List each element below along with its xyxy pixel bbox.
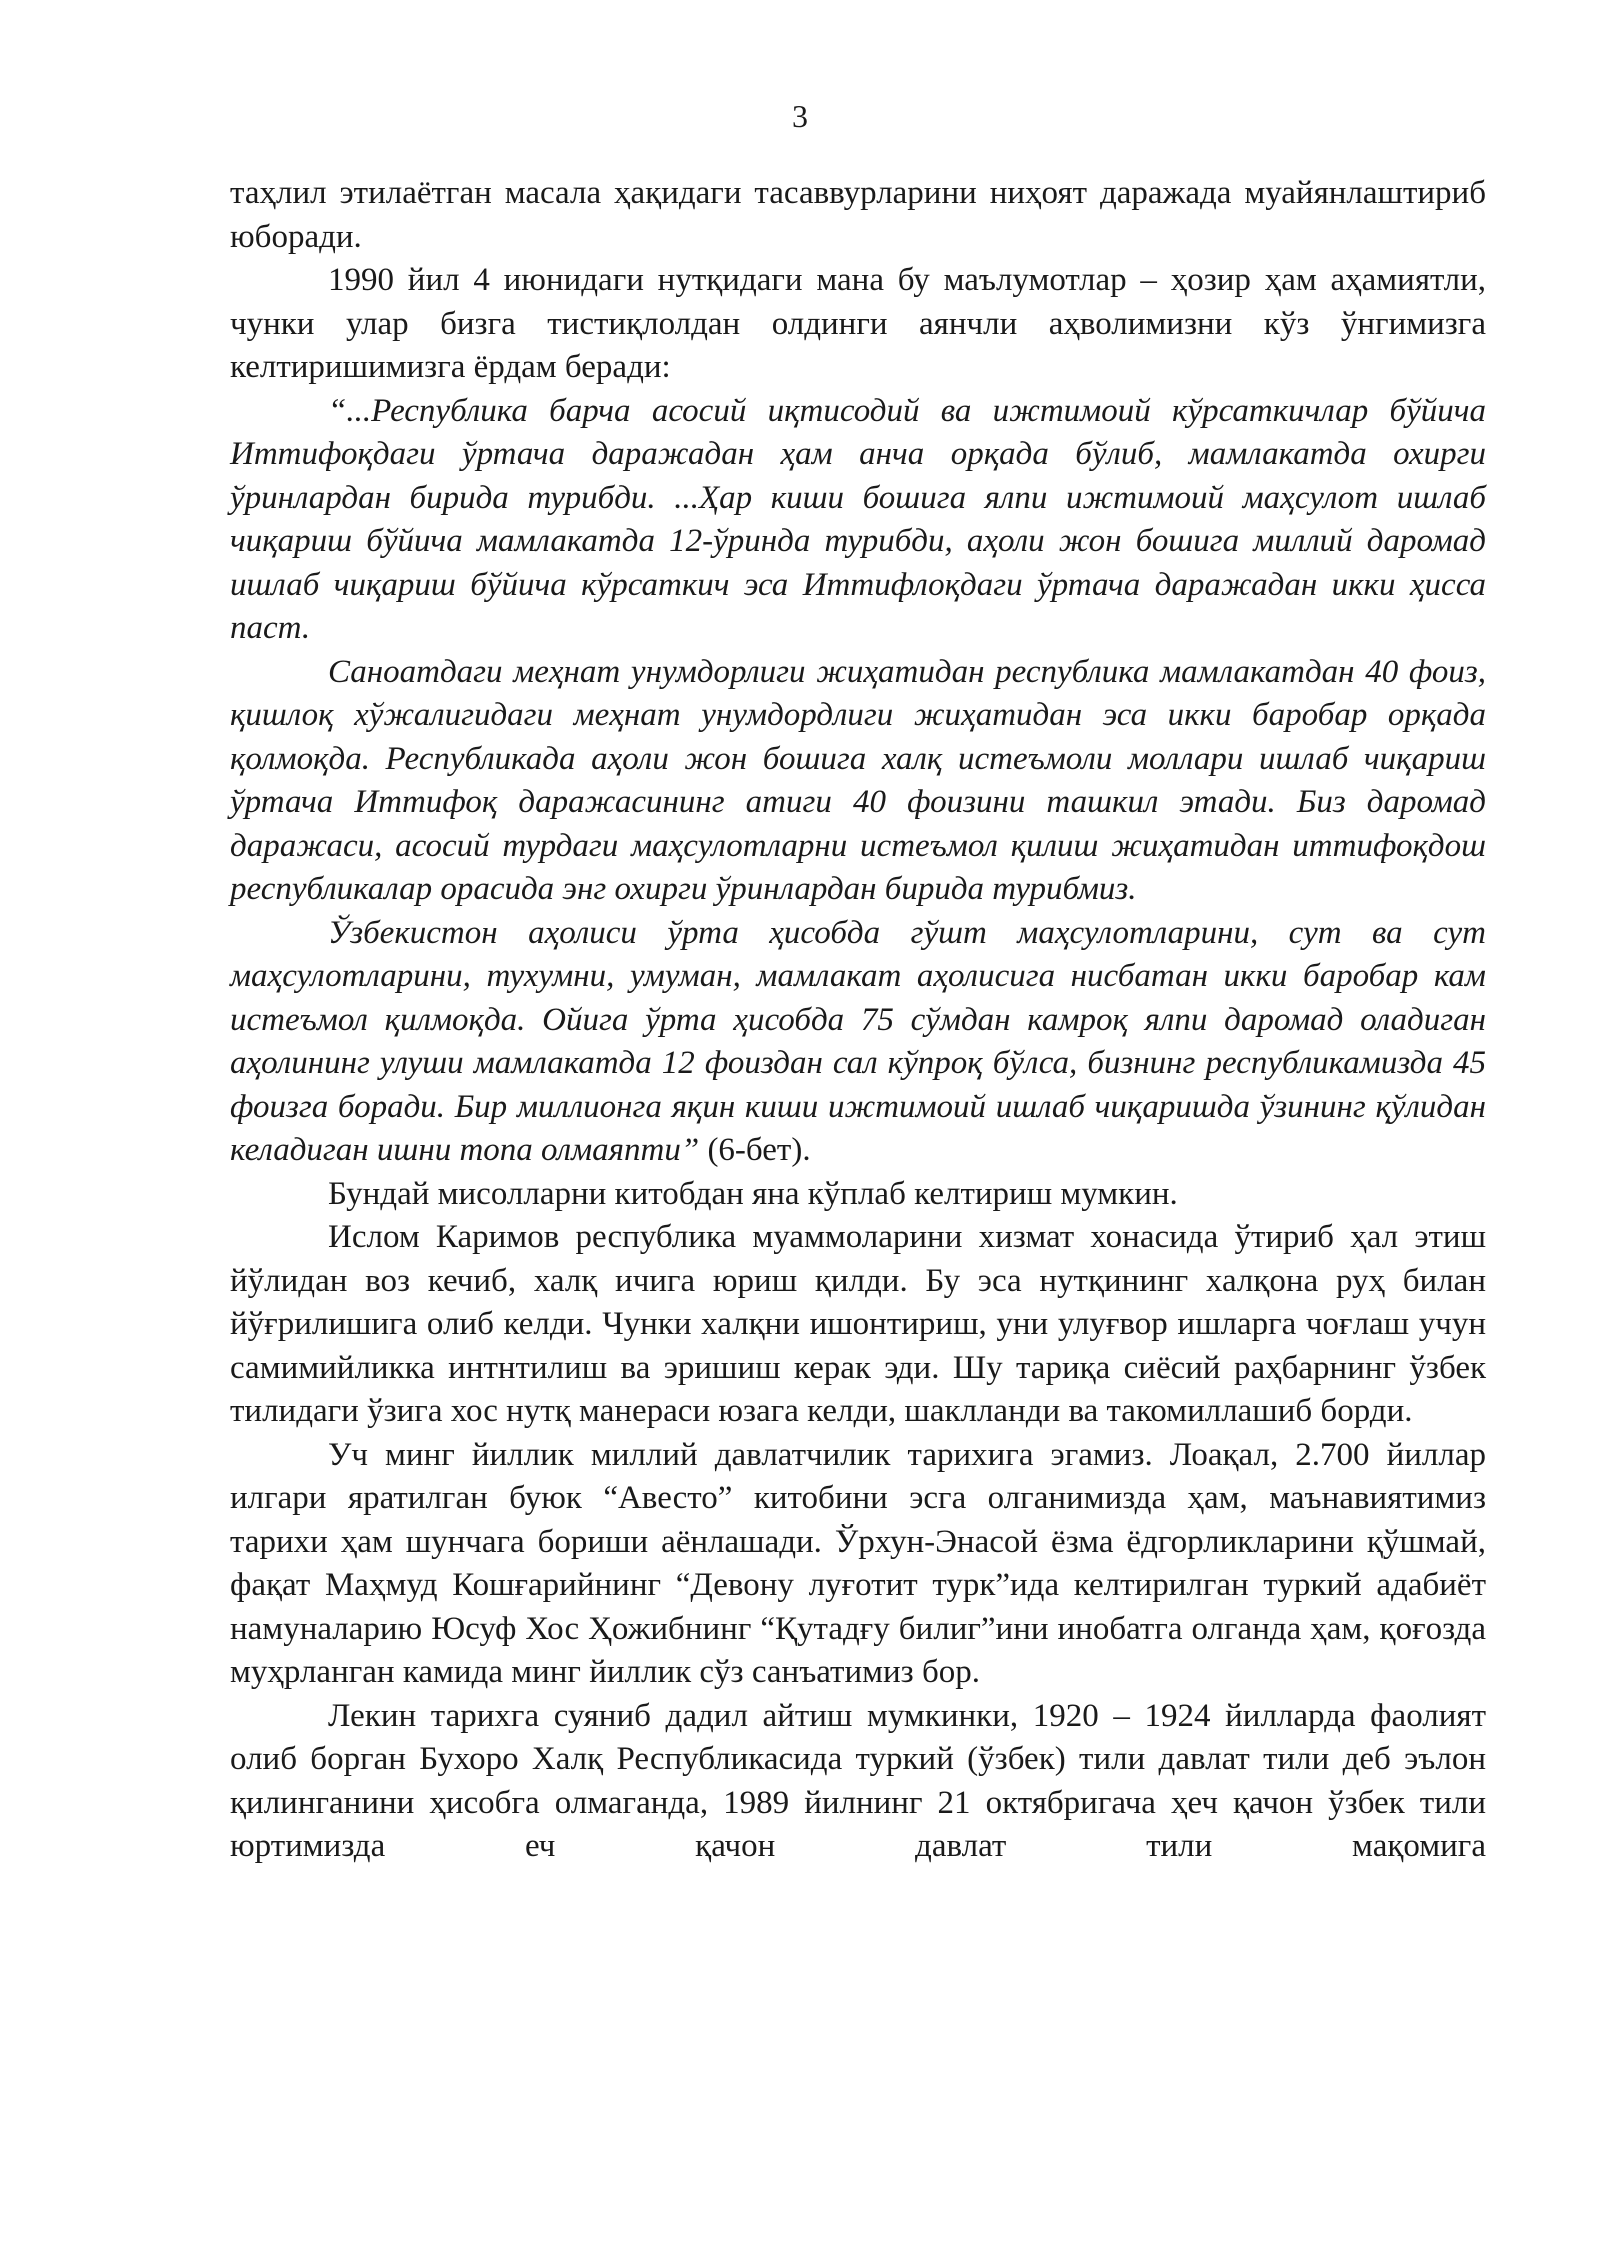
page-reference: (6-бет). xyxy=(699,1132,811,1168)
page-number: 3 xyxy=(792,98,808,134)
paragraph-history: Уч минг йиллик миллий давлатчилик тарихига эгамиз. Лоақал, 2.700 йиллар илгари яратилган буюк “Авесто” китобини эсга олганимизда ҳам, маънавиятимиз тарихи ҳам шунчага бориши аёнлашади. Ўрхун-Энасой ёзма ёдгорликларини қўшмай, фақат Маҳмуд Кошғарийнинг “Девону луғотит турк”ида келтирилган туркий адабиёт намуналарию Юсуф Хос Ҳожибнинг “Қутадғу билиг”ини инобатга олганда ҳам, қоғозда муҳрланган камида минг йиллик сўз санъатимиз бор. xyxy=(230,1436,1486,1690)
paragraph-continuation: таҳлил этилаётган масала ҳақидаги тасаввурларини ниҳоят даражада муайянлаштириб юборади. xyxy=(230,175,1486,255)
quote-paragraph-1: “...Республика барча асосий иқтисодий ва ижтимоий кўрсаткичлар бўйича Иттифоқдаги ўртача даражадан ҳам анча орқада бўлиб, мамлакатда охирги ўринлардан бирида турибди. ...Ҳар киши бошига ялпи ижтимоий маҳсулот ишлаб чиқариш бўйича мамлакатда 12-ўринда турибди, аҳоли жон бошига миллий даромад ишлаб чиқариш бўйича кўрсаткич эса Иттифлоқдаги ўртача даражадан икки ҳисса паст. xyxy=(230,392,1486,646)
paragraph-state-language: Лекин тарихга суяниб дадил айтиш мумкинки, 1920 – 1924 йилларда фаолият олиб борган Бухоро Халқ Республикасида туркий (ўзбек) тили давлат тили деб эълон қилинганини ҳисобга олмаганда, 1989 йилнинг 21 октябригача ҳеч қачон ўзбек тили юртимизда еч қачон давлат тили мақомига xyxy=(230,1697,1486,1864)
paragraph-karimov: Ислом Каримов республика муаммоларини хизмат хонасида ўтириб ҳал этиш йўлидан воз кечиб, халқ ичига юриш қилди. Бу эса нутқининг халқона руҳ билан йўғрилишига олиб келди. Чунки халқни ишонтириш, уни улуғвор ишларга чоғлаш учун самимийликка интнтилиш ва эришиш керак эди. Шу тариқа сиёсий раҳбарнинг ўзбек тилидаги ўзига хос нутқ манераси юзага келди, шаклланди ва такомиллашиб борди. xyxy=(230,1219,1486,1429)
paragraph-examples: Бундай мисолларни китобдан яна кўплаб келтириш мумкин. xyxy=(328,1175,1178,1212)
quote-paragraph-2: Саноатдаги меҳнат унумдорлиги жиҳатидан республика мамлакатдан 40 фоиз, қишлоқ хўжалигидаги меҳнат унумдордлиги жиҳатидан эса икки баробар орқада қолмоқда. Республикада аҳоли жон бошига халқ истеъмоли моллари ишлаб чиқариш ўртача Иттифоқ даражасининг атиги 40 фоизини ташкил этади. Биз даромад даражаси, асосий турдаги маҳсулотларни истеъмол қилиш жиҳатидан иттифоқдош республикалар орасида энг охирги ўринлардан бирида турибмиз. xyxy=(230,653,1486,907)
quote-paragraph-3 xyxy=(230,912,1486,1173)
quote-text: Ўзбекистон аҳолиси ўрта ҳисобда гўшт маҳсулотларини, сут ва сут маҳсулотларини, тухумни, умуман, мамлакат аҳолисига нисбатан икки баробар кам истеъмол қилмоқда. Ойига ўрта ҳисобда 75 сўмдан камроқ ялпи даромад оладиган аҳолининг улуши мамлакатда 12 фоиздан сал кўпроқ бўлса, бизнинг республикамизда 45 фоизга боради. Бир миллионга яқин киши ижтимоий ишлаб чиқаришда ўзининг қўлидан келадиган ишни топа олмаяпти” xyxy=(230,914,1486,1168)
document-body xyxy=(230,172,1486,1869)
paragraph-speech-intro: 1990 йил 4 июнидаги нутқидаги мана бу маълумотлар – ҳозир ҳам аҳамиятли, чунки улар бизга тистиқлолдан олдинги аянчли аҳволимизни кўз ўнгимизга келтиришимизга ёрдам беради: xyxy=(230,262,1486,385)
